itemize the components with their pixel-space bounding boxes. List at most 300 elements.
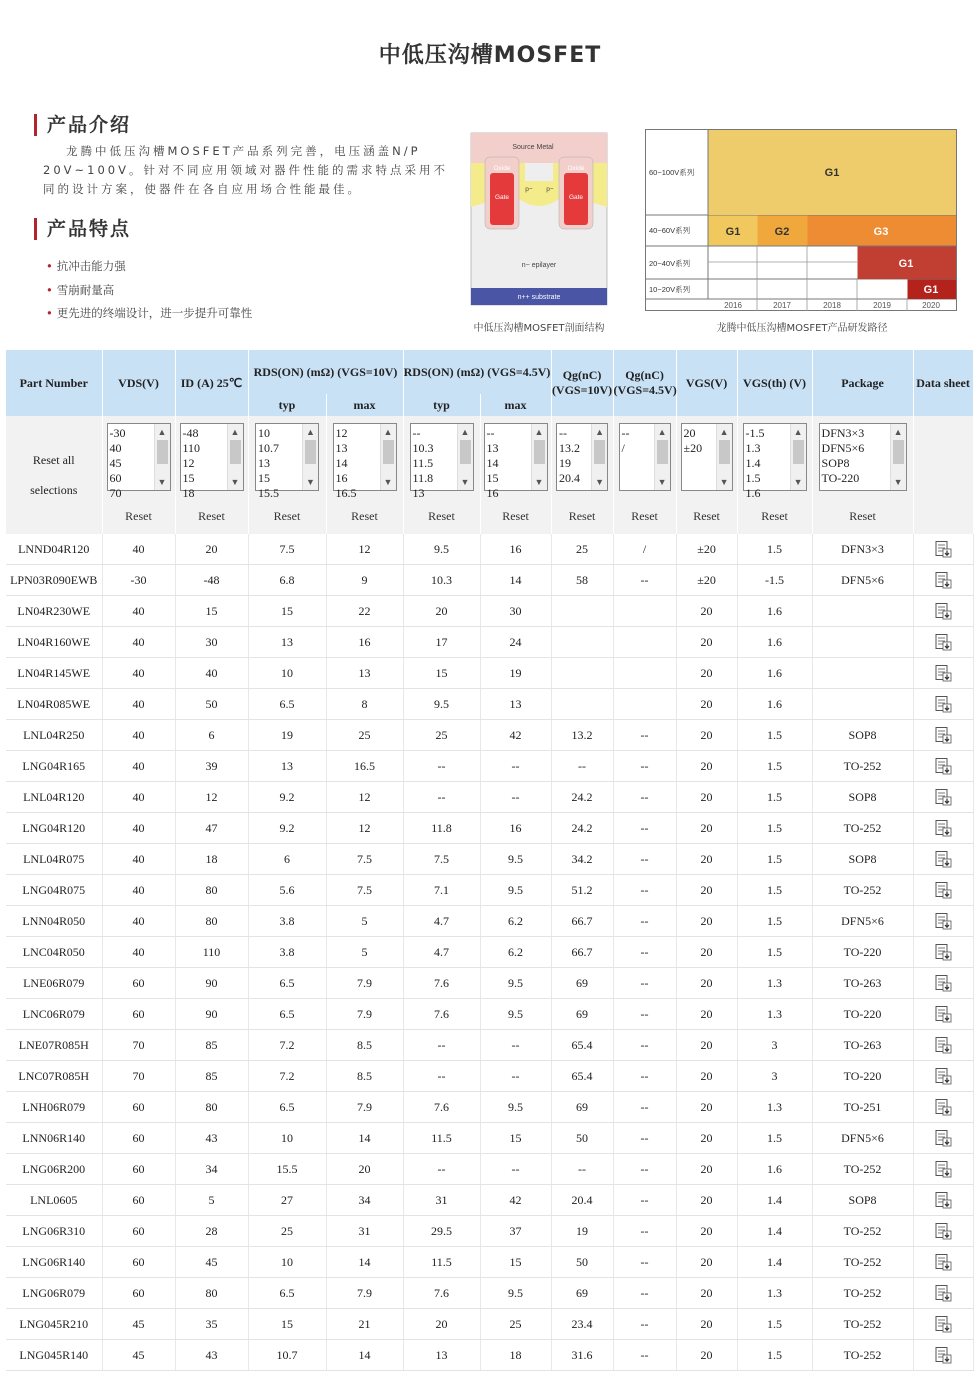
chevron-down-icon[interactable]: ▼ xyxy=(460,477,470,487)
cell-vgs: 20 xyxy=(676,906,737,937)
cell-vds: 40 xyxy=(102,689,175,720)
cell-rds10-max: 7.5 xyxy=(326,844,403,875)
cell-vth: 1.4 xyxy=(737,1216,812,1247)
cell-rds45-max: 13 xyxy=(480,689,551,720)
cell-vgs: ±20 xyxy=(676,565,737,596)
filter-option[interactable]: 70 xyxy=(109,486,122,500)
chevron-down-icon[interactable]: ▼ xyxy=(230,477,240,487)
cell-rds45-max: 9.5 xyxy=(480,844,551,875)
cell-rds10-max: 7.9 xyxy=(326,968,403,999)
cell-qg10: 23.4 xyxy=(551,1309,613,1340)
cell-part-number[interactable]: LNE06R079 xyxy=(6,968,102,999)
reset-button[interactable]: Reset xyxy=(248,498,326,534)
datasheet-download-icon[interactable] xyxy=(934,1036,952,1054)
cell-qg10: 69 xyxy=(551,1092,613,1123)
cell-qg45: -- xyxy=(613,1154,676,1185)
cell-qg45: -- xyxy=(613,844,676,875)
filter-option[interactable]: 10.7 xyxy=(258,441,279,455)
table-row xyxy=(6,875,973,906)
filter-option[interactable]: 11.5 xyxy=(412,456,434,470)
datasheet-download-icon[interactable] xyxy=(934,850,952,868)
cell-qg45 xyxy=(613,627,676,658)
filter-option[interactable]: 16.5 xyxy=(335,486,357,500)
filter-qg10[interactable] xyxy=(556,423,608,491)
cell-part-number[interactable]: LN04R230WE xyxy=(6,596,102,627)
filter-package[interactable] xyxy=(819,423,907,491)
datasheet-download-icon[interactable] xyxy=(934,1005,952,1023)
filter-option[interactable]: DFN3×3 xyxy=(821,426,865,440)
chevron-up-icon[interactable]: ▲ xyxy=(719,427,729,437)
filter-option[interactable]: 15.5 xyxy=(258,486,279,500)
table-row xyxy=(6,1247,973,1278)
filter-vth[interactable] xyxy=(743,423,807,500)
datasheet-download-icon[interactable] xyxy=(934,1253,952,1271)
filter-qg45[interactable] xyxy=(619,423,671,491)
cell-rds10-max: 31 xyxy=(326,1216,403,1247)
cell-part-number[interactable]: LNC07R085H xyxy=(6,1061,102,1092)
filter-option[interactable]: 16 xyxy=(335,471,348,485)
features-heading: 产品特点 xyxy=(34,218,131,240)
datasheet-download-icon[interactable] xyxy=(934,974,952,992)
reset-button[interactable]: Reset xyxy=(480,498,551,534)
datasheet-download-icon[interactable] xyxy=(934,540,952,558)
filter-option[interactable]: -48 xyxy=(182,426,199,440)
filter-vgs[interactable] xyxy=(681,423,733,491)
datasheet-download-icon[interactable] xyxy=(934,1284,952,1302)
chevron-up-icon[interactable]: ▲ xyxy=(534,427,544,437)
chevron-up-icon[interactable]: ▲ xyxy=(893,427,903,437)
filter-option[interactable]: / xyxy=(621,441,625,455)
cell-rds45-typ: 11.5 xyxy=(403,1247,480,1278)
cell-vgs: 20 xyxy=(676,720,737,751)
datasheet-cell xyxy=(913,1061,973,1092)
chevron-down-icon[interactable]: ▼ xyxy=(306,477,315,487)
cell-id: 43 xyxy=(175,1123,248,1154)
cell-rds10-max: 8.5 xyxy=(326,1061,403,1092)
datasheet-download-icon[interactable] xyxy=(934,943,952,961)
filter-rds45-typ[interactable] xyxy=(410,423,474,500)
cell-package: TO-220 xyxy=(812,999,913,1030)
cell-part-number[interactable]: LN04R145WE xyxy=(6,658,102,689)
chevron-up-icon[interactable]: ▲ xyxy=(460,427,470,437)
chevron-up-icon[interactable]: ▲ xyxy=(657,427,667,437)
filter-option[interactable]: -- xyxy=(621,426,630,440)
scrollbar[interactable] xyxy=(591,424,607,490)
datasheet-cell xyxy=(913,1278,973,1309)
cell-part-number[interactable]: LNN06R140 xyxy=(6,1123,102,1154)
reset-button[interactable]: Reset xyxy=(676,498,737,534)
datasheet-cell xyxy=(913,968,973,999)
chevron-up-icon[interactable]: ▲ xyxy=(306,427,315,437)
datasheet-download-icon[interactable] xyxy=(934,1346,952,1364)
filter-option[interactable]: 40 xyxy=(109,441,122,455)
scroll-thumb[interactable] xyxy=(534,440,545,464)
cell-rds45-typ: 11.8 xyxy=(403,813,480,844)
cell-rds10-typ: 7.2 xyxy=(248,1030,326,1061)
cell-qg45: -- xyxy=(613,968,676,999)
cell-qg45: -- xyxy=(613,1247,676,1278)
datasheet-cell xyxy=(913,844,973,875)
filter-option[interactable]: 1.5 xyxy=(745,471,761,485)
cell-package: TO-252 xyxy=(812,1278,913,1309)
cell-vds: 60 xyxy=(102,1154,175,1185)
scrollbar[interactable] xyxy=(154,424,170,490)
filter-option[interactable]: 20.4 xyxy=(559,471,581,485)
datasheet-download-icon[interactable] xyxy=(934,912,952,930)
cell-rds10-max: 14 xyxy=(326,1123,403,1154)
cell-part-number[interactable]: LNL04R075 xyxy=(6,844,102,875)
cell-part-number[interactable]: LNG04R120 xyxy=(6,813,102,844)
filter-option[interactable]: ±20 xyxy=(683,441,703,455)
cell-vth: 1.3 xyxy=(737,968,812,999)
filter-option[interactable]: 13 xyxy=(258,456,270,470)
cell-part-number[interactable]: LNL04R250 xyxy=(6,720,102,751)
cell-qg45: -- xyxy=(613,906,676,937)
filter-option[interactable]: 20 xyxy=(683,426,696,440)
datasheet-download-icon[interactable] xyxy=(934,602,952,620)
cell-vds: 60 xyxy=(102,1123,175,1154)
filter-option[interactable]: 15 xyxy=(486,471,499,485)
filter-option[interactable]: 60 xyxy=(109,471,122,485)
cell-rds10-max: 22 xyxy=(326,596,403,627)
scroll-thumb[interactable] xyxy=(594,440,605,464)
chevron-up-icon[interactable]: ▲ xyxy=(157,427,167,437)
col-header-typ: typ xyxy=(248,394,326,416)
cell-qg10: 66.7 xyxy=(551,937,613,968)
cell-vth: 1.5 xyxy=(737,1340,812,1371)
cell-package: SOP8 xyxy=(812,844,913,875)
filter-option[interactable]: 16 xyxy=(486,486,499,500)
cell-part-number[interactable]: LNG04R165 xyxy=(6,751,102,782)
cell-vds: 70 xyxy=(102,1030,175,1061)
scrollbar[interactable] xyxy=(531,424,547,490)
cell-qg45: -- xyxy=(613,1123,676,1154)
datasheet-download-icon[interactable] xyxy=(934,1098,952,1116)
roadmap-row-label: 60~100V系列 xyxy=(649,168,695,177)
datasheet-download-icon[interactable] xyxy=(934,1191,952,1209)
filter-option[interactable]: 13 xyxy=(486,441,499,455)
table-row xyxy=(6,596,973,627)
filter-option[interactable]: DFN5×6 xyxy=(821,441,865,455)
filter-option[interactable]: 18 xyxy=(182,486,195,500)
filter-option[interactable]: 14 xyxy=(486,456,499,470)
cell-part-number[interactable]: LNE07R085H xyxy=(6,1030,102,1061)
cell-id: 80 xyxy=(175,1278,248,1309)
reset-button[interactable]: Reset xyxy=(175,498,248,534)
cell-rds45-typ: 7.6 xyxy=(403,1092,480,1123)
filter-option[interactable]: 13 xyxy=(335,441,348,455)
reset-button[interactable]: Reset xyxy=(812,498,913,534)
cell-vgs: 20 xyxy=(676,596,737,627)
filter-option[interactable]: 1.6 xyxy=(745,486,761,500)
cell-vth: 1.5 xyxy=(737,720,812,751)
datasheet-cell xyxy=(913,999,973,1030)
datasheet-download-icon[interactable] xyxy=(934,881,952,899)
table-row xyxy=(6,1340,973,1371)
filter-option[interactable]: 15 xyxy=(182,471,195,485)
cell-rds45-max: -- xyxy=(480,751,551,782)
gate-label-left: Gate xyxy=(494,194,510,201)
cell-rds10-typ: 6.8 xyxy=(248,565,326,596)
filter-option[interactable]: 10.3 xyxy=(412,441,434,455)
cell-package: TO-252 xyxy=(812,1216,913,1247)
scroll-thumb[interactable] xyxy=(157,440,168,464)
scroll-thumb[interactable] xyxy=(305,440,316,464)
filter-option[interactable]: 11.8 xyxy=(412,471,434,485)
filter-option[interactable]: -1.5 xyxy=(745,426,765,440)
datasheet-cell xyxy=(913,1154,973,1185)
cell-qg45: -- xyxy=(613,1216,676,1247)
cell-part-number[interactable]: LN04R160WE xyxy=(6,627,102,658)
cell-part-number[interactable]: LNG04R075 xyxy=(6,875,102,906)
datasheet-download-icon[interactable] xyxy=(934,757,952,775)
cell-id: 80 xyxy=(175,1092,248,1123)
datasheet-download-icon[interactable] xyxy=(934,819,952,837)
scrollbar[interactable] xyxy=(227,424,243,490)
chevron-up-icon[interactable]: ▲ xyxy=(383,427,393,437)
cell-rds45-max: 42 xyxy=(480,720,551,751)
cell-rds10-max: 8.5 xyxy=(326,1030,403,1061)
datasheet-download-icon[interactable] xyxy=(934,695,952,713)
reset-button[interactable]: Reset xyxy=(551,498,613,534)
cell-part-number[interactable]: LN04R085WE xyxy=(6,689,102,720)
datasheet-download-icon[interactable] xyxy=(934,571,952,589)
scroll-thumb[interactable] xyxy=(893,440,904,464)
filter-option[interactable]: 15 xyxy=(258,471,270,485)
cell-vds: 60 xyxy=(102,1216,175,1247)
filter-option[interactable]: 12 xyxy=(335,426,348,440)
chevron-down-icon[interactable]: ▼ xyxy=(383,477,393,487)
cell-part-number[interactable]: LNC04R050 xyxy=(6,937,102,968)
filter-rds45-max[interactable] xyxy=(484,423,548,500)
scrollbar[interactable] xyxy=(380,424,396,490)
oxide-label-right: Oxide xyxy=(567,165,585,172)
filter-rds10-max[interactable] xyxy=(333,423,397,500)
filter-option[interactable]: 19 xyxy=(559,456,572,470)
filter-option[interactable]: -- xyxy=(412,426,421,440)
cell-id: 80 xyxy=(175,875,248,906)
oxide-label-left: Oxide xyxy=(493,165,511,172)
chevron-up-icon[interactable]: ▲ xyxy=(793,427,803,437)
cell-rds45-max: 14 xyxy=(480,565,551,596)
scroll-thumb[interactable] xyxy=(793,440,804,464)
cell-rds10-typ: 13 xyxy=(248,627,326,658)
cell-part-number[interactable]: LPN03R090EWB xyxy=(6,565,102,596)
cell-rds45-max: 9.5 xyxy=(480,875,551,906)
cell-rds45-typ: 4.7 xyxy=(403,906,480,937)
cell-qg45: -- xyxy=(613,875,676,906)
cell-part-number[interactable]: LNL0605 xyxy=(6,1185,102,1216)
cell-part-number[interactable]: LNG06R310 xyxy=(6,1216,102,1247)
datasheet-download-icon[interactable] xyxy=(934,1160,952,1178)
cell-package: DFN3×3 xyxy=(812,534,913,565)
filter-option[interactable]: TO-220 xyxy=(821,471,860,485)
filter-option[interactable]: 1.4 xyxy=(745,456,761,470)
p-label-right: p− xyxy=(546,186,554,193)
cell-package xyxy=(812,689,913,720)
cell-part-number[interactable]: LNG06R079 xyxy=(6,1278,102,1309)
source-metal-label: Source Metal xyxy=(512,144,554,151)
cell-vds: 60 xyxy=(102,1278,175,1309)
filter-option[interactable]: 10 xyxy=(258,426,270,440)
cell-part-number[interactable]: LNG045R140 xyxy=(6,1340,102,1371)
cell-rds45-typ: 10.3 xyxy=(403,565,480,596)
cell-qg45: -- xyxy=(613,813,676,844)
scroll-thumb[interactable] xyxy=(719,440,730,464)
cell-package: TO-252 xyxy=(812,813,913,844)
datasheet-download-icon[interactable] xyxy=(934,1129,952,1147)
filter-option[interactable]: 110 xyxy=(182,441,201,455)
filter-rds10-typ[interactable] xyxy=(255,423,319,500)
feature-item: • 抗冲击能力强 xyxy=(46,255,252,279)
cell-vgs: 20 xyxy=(676,937,737,968)
filter-option[interactable]: 13 xyxy=(412,486,425,500)
cell-rds10-typ: 6.5 xyxy=(248,689,326,720)
filter-vds[interactable] xyxy=(107,423,171,500)
chevron-down-icon[interactable]: ▼ xyxy=(157,477,167,487)
cell-part-number[interactable]: LNG06R140 xyxy=(6,1247,102,1278)
cell-rds45-max: 16 xyxy=(480,813,551,844)
cell-id: 28 xyxy=(175,1216,248,1247)
cell-vth: 1.6 xyxy=(737,596,812,627)
datasheet-cell xyxy=(913,1247,973,1278)
cell-part-number[interactable]: LNN04R050 xyxy=(6,906,102,937)
datasheet-download-icon[interactable] xyxy=(934,788,952,806)
table-body xyxy=(6,534,973,1371)
cell-vds: 40 xyxy=(102,720,175,751)
cell-qg45 xyxy=(613,689,676,720)
scrollbar[interactable] xyxy=(716,424,732,490)
cell-part-number[interactable]: LNND04R120 xyxy=(6,534,102,565)
cell-part-number[interactable]: LNH06R079 xyxy=(6,1092,102,1123)
cell-rds45-typ: 29.5 xyxy=(403,1216,480,1247)
cell-package: TO-220 xyxy=(812,1061,913,1092)
filter-option[interactable]: 12 xyxy=(182,456,195,470)
scrollbar[interactable] xyxy=(790,424,806,490)
cell-vgs: 20 xyxy=(676,1092,737,1123)
gate-label-right: Gate xyxy=(568,194,584,201)
scrollbar[interactable] xyxy=(654,424,670,490)
scroll-thumb[interactable] xyxy=(383,440,394,464)
cell-part-number[interactable]: LNG06R200 xyxy=(6,1154,102,1185)
cell-id: 18 xyxy=(175,844,248,875)
cell-qg10: 50 xyxy=(551,1123,613,1154)
cell-rds10-max: 16.5 xyxy=(326,751,403,782)
chevron-up-icon[interactable]: ▲ xyxy=(230,427,240,437)
reset-button[interactable]: Reset xyxy=(613,498,676,534)
cell-rds45-typ: 31 xyxy=(403,1185,480,1216)
cell-part-number[interactable]: LNC06R079 xyxy=(6,999,102,1030)
filter-option[interactable]: SOP8 xyxy=(821,456,850,470)
cell-qg45 xyxy=(613,596,676,627)
filter-option[interactable]: -- xyxy=(486,426,495,440)
chevron-down-icon[interactable]: ▼ xyxy=(719,477,729,487)
datasheet-cell xyxy=(913,596,973,627)
cell-rds10-typ: 15 xyxy=(248,596,326,627)
cell-rds45-typ: 7.6 xyxy=(403,1278,480,1309)
reset-button[interactable]: Reset xyxy=(326,498,403,534)
chevron-down-icon[interactable]: ▼ xyxy=(595,477,604,487)
cell-vds: 40 xyxy=(102,658,175,689)
scroll-thumb[interactable] xyxy=(460,440,471,464)
scroll-thumb[interactable] xyxy=(657,440,668,464)
col-header-rds45: RDS(ON) (mΩ) (VGS=4.5V) xyxy=(403,350,551,394)
cell-vds: 40 xyxy=(102,627,175,658)
cell-rds45-max: -- xyxy=(480,1030,551,1061)
scrollbar[interactable] xyxy=(890,424,906,490)
datasheet-download-icon[interactable] xyxy=(934,633,952,651)
chevron-down-icon[interactable]: ▼ xyxy=(534,477,544,487)
datasheet-download-icon[interactable] xyxy=(934,726,952,744)
filter-option[interactable]: 45 xyxy=(109,456,122,470)
reset-all-button[interactable]: Reset all selections xyxy=(6,416,102,534)
chevron-down-icon[interactable]: ▼ xyxy=(893,477,903,487)
roadmap-row-label: 10~20V系列 xyxy=(649,285,691,294)
intro-text: 龙腾中低压沟槽MOSFET产品系列完善，电压涵盖N/P 20V~100V。针对不同应用领域对器件性能的需求特点采用不同的设计方案，使器件在各自应用场合性能最佳。 xyxy=(43,144,448,196)
cell-rds10-max: 9 xyxy=(326,565,403,596)
cell-qg45: -- xyxy=(613,565,676,596)
filter-option[interactable]: -- xyxy=(559,426,568,440)
filter-option[interactable]: -30 xyxy=(109,426,126,440)
reset-button[interactable]: Reset xyxy=(737,498,812,534)
cell-vth: 1.6 xyxy=(737,658,812,689)
cell-package: SOP8 xyxy=(812,782,913,813)
table-row xyxy=(6,1030,973,1061)
datasheet-download-icon[interactable] xyxy=(934,1067,952,1085)
cell-rds10-max: 7.9 xyxy=(326,1278,403,1309)
cell-package: TO-251 xyxy=(812,1092,913,1123)
cell-qg10: 69 xyxy=(551,999,613,1030)
cell-package: TO-220 xyxy=(812,937,913,968)
cell-part-number[interactable]: LNG045R210 xyxy=(6,1309,102,1340)
reset-button[interactable]: Reset xyxy=(102,498,175,534)
cell-qg45: -- xyxy=(613,1061,676,1092)
filter-option[interactable]: 14 xyxy=(335,456,348,470)
chevron-down-icon[interactable]: ▼ xyxy=(793,477,803,487)
chevron-down-icon[interactable]: ▼ xyxy=(657,477,667,487)
reset-button[interactable]: Reset xyxy=(403,498,480,534)
scrollbar[interactable] xyxy=(457,424,473,490)
scroll-thumb[interactable] xyxy=(230,440,241,464)
cell-id: -48 xyxy=(175,565,248,596)
cell-qg10: -- xyxy=(551,1154,613,1185)
datasheet-download-icon[interactable] xyxy=(934,1315,952,1333)
datasheet-cell xyxy=(913,875,973,906)
cell-rds10-typ: 6 xyxy=(248,844,326,875)
filter-option[interactable]: 13.2 xyxy=(559,441,581,455)
cell-rds45-max: -- xyxy=(480,1154,551,1185)
roadmap-g-label: G3 xyxy=(873,226,889,238)
datasheet-download-icon[interactable] xyxy=(934,664,952,682)
cell-package: TO-252 xyxy=(812,1309,913,1340)
cell-id: 43 xyxy=(175,1340,248,1371)
filter-id[interactable] xyxy=(180,423,244,500)
datasheet-cell xyxy=(913,906,973,937)
cell-rds45-typ: 4.7 xyxy=(403,937,480,968)
col-header-max: max xyxy=(480,394,551,416)
filter-option[interactable]: 1.3 xyxy=(745,441,761,455)
chevron-up-icon[interactable]: ▲ xyxy=(595,427,604,437)
roadmap-g-label: G1 xyxy=(923,284,939,296)
cell-rds45-max: 9.5 xyxy=(480,1278,551,1309)
datasheet-download-icon[interactable] xyxy=(934,1222,952,1240)
cell-rds10-max: 8 xyxy=(326,689,403,720)
cell-vgs: 20 xyxy=(676,689,737,720)
cell-vgs: 20 xyxy=(676,1278,737,1309)
cell-vgs: 20 xyxy=(676,1030,737,1061)
scrollbar[interactable] xyxy=(302,424,318,490)
cell-part-number[interactable]: LNL04R120 xyxy=(6,782,102,813)
